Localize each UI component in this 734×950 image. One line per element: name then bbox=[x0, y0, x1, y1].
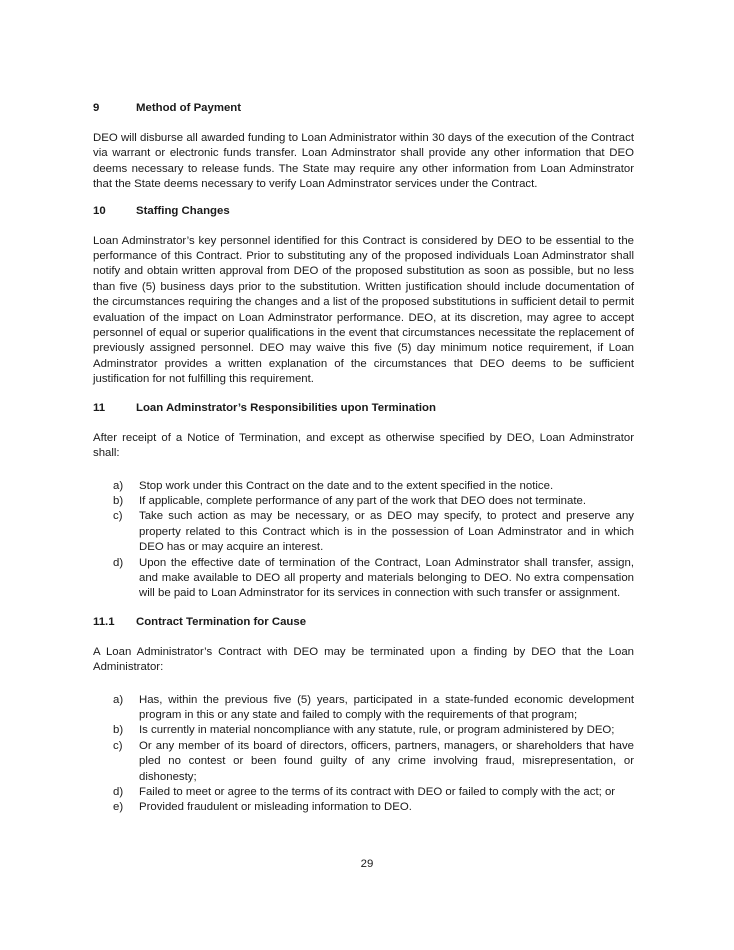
section-9-paragraph: DEO will disburse all awarded funding to Loan Administrator within 30 days of the execution of the Contract via warrant or electronic funds transfer. Loan Adminstrator shall provide any other information that DEO deems necessary to release funds. The State may require any other information from Loan Adminstrator that the State deems necessary to verify Loan Adminstrator services under the Contract. bbox=[93, 132, 634, 191]
section-11-1-intro: A Loan Administrator’s Contract with DEO may be terminated upon a finding by DEO that the Loan Administrator: bbox=[93, 645, 634, 674]
list-item-text: Upon the effective date of termination of the Contract, Loan Adminstrator shall transfer, assign, and make available to DEO all property and materials belonging to DEO. No extra compensation will be paid to Loan Adminstrator for its services in connection with such transfer or assignment. bbox=[139, 556, 634, 600]
section-11-1-heading bbox=[93, 612, 634, 632]
list-item bbox=[113, 556, 634, 602]
list-item bbox=[113, 723, 634, 738]
list-item-text: Or any member of its board of directors, officers, partners, managers, or shareholders that have pled no contest or been found guilty of any crime involving fraud, misrepresentation, or dishonesty; bbox=[139, 739, 634, 783]
list-item bbox=[113, 800, 634, 815]
list-item bbox=[113, 739, 634, 785]
list-item bbox=[113, 509, 634, 555]
list-item-text: Has, within the previous five (5) years, participated in a state-funded economic development program in this or any state and failed to comply with the requirements of that program; bbox=[139, 693, 634, 721]
list-item bbox=[113, 494, 634, 509]
section-number: 11.1 bbox=[93, 615, 115, 628]
section-title: Method of Payment bbox=[136, 102, 242, 114]
list-marker: a) bbox=[113, 479, 124, 492]
section-title: Staffing Changes bbox=[136, 204, 230, 217]
list-item-text: Failed to meet or agree to the terms of its contract with DEO or failed to comply with the act; or bbox=[139, 786, 616, 798]
section-number: 9 bbox=[93, 102, 100, 114]
section-title: Loan Adminstrator’s Responsibilities upon Termination bbox=[136, 401, 436, 414]
list-marker: c) bbox=[113, 510, 123, 523]
list-marker: c) bbox=[113, 739, 123, 752]
section-number: 10 bbox=[93, 204, 106, 217]
list-item bbox=[113, 693, 634, 724]
list-marker: b) bbox=[113, 724, 124, 737]
list-item-text: If applicable, complete performance of any part of the work that DEO does not terminate. bbox=[139, 494, 586, 507]
page-content bbox=[93, 98, 634, 816]
list-item bbox=[113, 479, 634, 494]
list-marker: d) bbox=[113, 786, 124, 798]
section-11-heading bbox=[93, 398, 634, 418]
list-marker: b) bbox=[113, 494, 124, 507]
list-marker: a) bbox=[113, 693, 124, 706]
section-10-heading bbox=[93, 201, 634, 221]
page-number: 29 bbox=[360, 858, 374, 870]
list-item-text: Stop work under this Contract on the date and to the extent specified in the notice. bbox=[139, 479, 554, 492]
section-10-paragraph: Loan Adminstrator’s key personnel identified for this Contract is considered by DEO to be essential to the performance of this Contract. Prior to substituting any of the proposed individuals Loan Adminstrator shall notify and obtain written approval from DEO of the proposed substitution as soon as possible, but no less than five (5) business days prior to the substitution. Written justification should include documentation of the circumstances requiring the changes and a list of the proposed substitutions in sufficient detail to permit evaluation of the impact on Loan Adminstrator performance. DEO, at its discretion, may agree to accept personnel of equal or superior qualifications in the event that circumstances necessitate the replacement of previously assigned personnel. DEO may waive this five (5) day minimum notice requirement, if Loan Adminstrator provides a written explanation of the circumstances that DEO deems to be sufficient justification for not fulfilling this requirement. bbox=[93, 234, 634, 386]
termination-responsibilities-list bbox=[113, 479, 634, 602]
list-item-text: Provided fraudulent or misleading information to DEO. bbox=[139, 801, 412, 814]
section-number: 11 bbox=[93, 401, 106, 414]
list-marker: d) bbox=[113, 556, 124, 569]
section-9-heading bbox=[93, 98, 634, 118]
list-item bbox=[113, 785, 634, 800]
termination-causes-list bbox=[113, 693, 634, 816]
section-title: Contract Termination for Cause bbox=[136, 615, 307, 628]
section-11-intro: After receipt of a Notice of Termination, and except as otherwise specified by DEO, Loan Adminstrator shall: bbox=[93, 431, 634, 460]
list-marker: e) bbox=[113, 801, 124, 814]
list-item-text: Take such action as may be necessary, or as DEO may specify, to protect and preserve any property related to this Contract which is in the possession of Loan Adminstrator and in which DEO has or may acquire an interest. bbox=[139, 510, 634, 554]
list-item-text: Is currently in material noncompliance with any statute, rule, or program administered by DEO; bbox=[139, 724, 615, 737]
